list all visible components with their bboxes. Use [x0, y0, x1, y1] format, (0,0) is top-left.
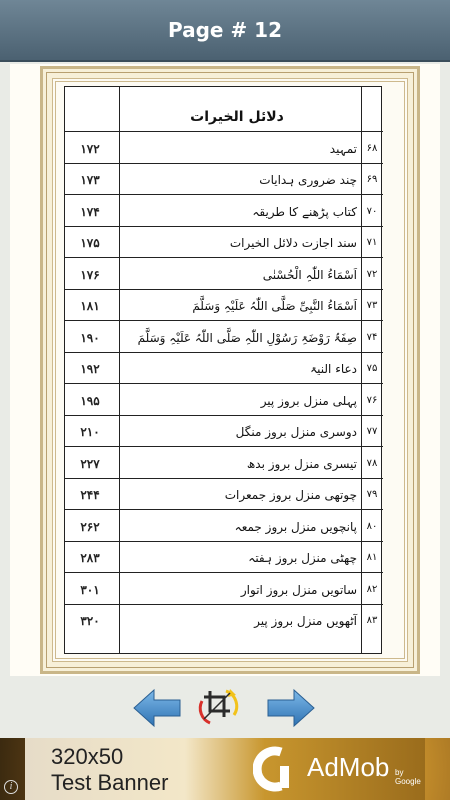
toc-entry-text: چوتھی منزل بروز جمعرات: [224, 488, 357, 503]
toc-entry-number: ۷۸: [366, 457, 378, 469]
toc-entry-text: سند اجازت دلائل الخیرات: [229, 236, 357, 251]
ad-creative[interactable]: [25, 738, 425, 800]
toc-row: [65, 226, 383, 258]
toc-entry-text: تمہید: [329, 141, 357, 156]
toc-page-number: ۲۱۰: [80, 425, 100, 440]
toc-entry-number: ۶۹: [366, 174, 378, 186]
toc-row: [65, 383, 383, 415]
ad-size-text: 320x50: [51, 744, 124, 769]
toc-entry-text: تیسری منزل بروز بدھ: [246, 456, 357, 471]
toc-row: [65, 604, 383, 636]
toc-page-number: ۱۷۴: [80, 204, 100, 219]
toc-row: [65, 478, 383, 510]
toc-entry-number: ۷۰: [366, 205, 378, 217]
toc-entry-text: دوسری منزل بروز منگل: [235, 425, 357, 440]
toc-entry-text: ساتویں منزل بروز اتوار: [240, 582, 357, 597]
previous-page-button[interactable]: [132, 688, 182, 728]
page-title: Page # 12: [167, 18, 282, 42]
toc-row: [65, 446, 383, 478]
toc-entry-number: ۷۱: [366, 237, 378, 249]
decorative-border: [40, 66, 420, 674]
toc-entry-number: ۸۰: [366, 520, 378, 532]
toc-page-number: ۳۰۱: [80, 582, 100, 597]
toc-page-number: ۲۶۲: [80, 519, 100, 534]
toc-row: [65, 415, 383, 447]
toc-page-number: ۱۹۰: [80, 330, 100, 345]
toc-page-number: ۲۲۷: [80, 456, 100, 471]
toc-page-number: ۱۷۵: [80, 236, 100, 251]
ad-by-text: by Google: [395, 768, 421, 786]
toc-row: [65, 194, 383, 226]
ad-banner[interactable]: [0, 738, 450, 800]
toc-entry-text: پہلی منزل بروز پیر: [260, 393, 357, 408]
toc-entry-number: ۸۱: [366, 552, 378, 564]
arrow-right-icon: [266, 688, 316, 728]
toc-page-number: ۱۹۲: [80, 362, 100, 377]
table-of-contents: [64, 86, 382, 654]
toc-page-number: ۲۸۳: [80, 551, 100, 566]
toc-title: دلائل الخیرات: [190, 109, 284, 125]
toc-entry-text: کتاب پڑھنے کا طریقہ: [252, 204, 357, 219]
toc-entry-text: چھٹی منزل بروز ہفتہ: [248, 551, 357, 566]
crop-rotate-icon: [196, 687, 242, 729]
toc-entry-number: ۷۳: [366, 300, 378, 312]
toc-page-number: ۱۷۲: [80, 141, 100, 156]
next-page-button[interactable]: [266, 688, 316, 728]
toc-entry-text: چند ضروری ہدایات: [259, 173, 357, 188]
toc-entry-text: دعاء النیۃ: [310, 362, 357, 377]
toc-row: [65, 572, 383, 604]
navigation-bar: [0, 676, 450, 738]
toc-row: [65, 163, 383, 195]
toc-entry-number: ۸۲: [366, 583, 378, 595]
ad-brand-text: AdMob: [307, 752, 390, 782]
title-bar: [0, 0, 450, 62]
toc-entry-number: ۷۶: [366, 394, 378, 406]
info-icon[interactable]: i: [4, 780, 18, 794]
toc-entry-text: آٹھویں منزل بروز پیر: [254, 614, 357, 629]
toc-row: [65, 257, 383, 289]
toc-page-number: ۱۷۳: [80, 173, 100, 188]
crop-button[interactable]: [196, 687, 242, 729]
toc-entry-number: ۷۹: [366, 489, 378, 501]
toc-entry-text: صِفَۃُ رَوْضَۃِ رَسُوْلِ اللّٰہِ صَلَّی اللّٰہُ عَلَیْہِ وَسَلَّمَ: [137, 330, 357, 345]
toc-row: [65, 541, 383, 573]
toc-entry-number: ۷۷: [366, 426, 378, 438]
toc-entry-number: ۸۳: [366, 615, 378, 627]
toc-entry-text: پانچویں منزل بروز جمعہ: [234, 519, 357, 534]
toc-page-number: ۲۴۴: [80, 488, 100, 503]
ad-label-text: Test Banner: [51, 770, 169, 795]
toc-entry-number: ۷۲: [366, 268, 378, 280]
toc-page-number: ۱۷۶: [80, 267, 100, 282]
toc-entry-number: ۶۸: [366, 142, 378, 154]
toc-row: [65, 320, 383, 352]
toc-row: [65, 352, 383, 384]
admob-logo-icon: [253, 746, 295, 792]
toc-entry-text: اَسْمَاءُ النَّبِیِّ صَلَّی اللّٰہُ عَلَیْہِ وَسَلَّمَ: [192, 299, 357, 314]
toc-page-number: ۱۹۵: [80, 393, 100, 408]
toc-entry-number: ۷۵: [366, 363, 378, 375]
arrow-left-icon: [132, 688, 182, 728]
toc-row: [65, 509, 383, 541]
toc-row: [65, 131, 383, 163]
book-page[interactable]: [10, 64, 440, 676]
toc-row: [65, 289, 383, 321]
toc-entry-text: اَسْمَاءُ اللّٰہِ الْحُسْنٰی: [262, 267, 357, 282]
toc-entry-number: ۷۴: [366, 331, 378, 343]
toc-page-number: ۱۸۱: [80, 299, 100, 314]
toc-page-number: ۳۲۰: [80, 614, 100, 629]
